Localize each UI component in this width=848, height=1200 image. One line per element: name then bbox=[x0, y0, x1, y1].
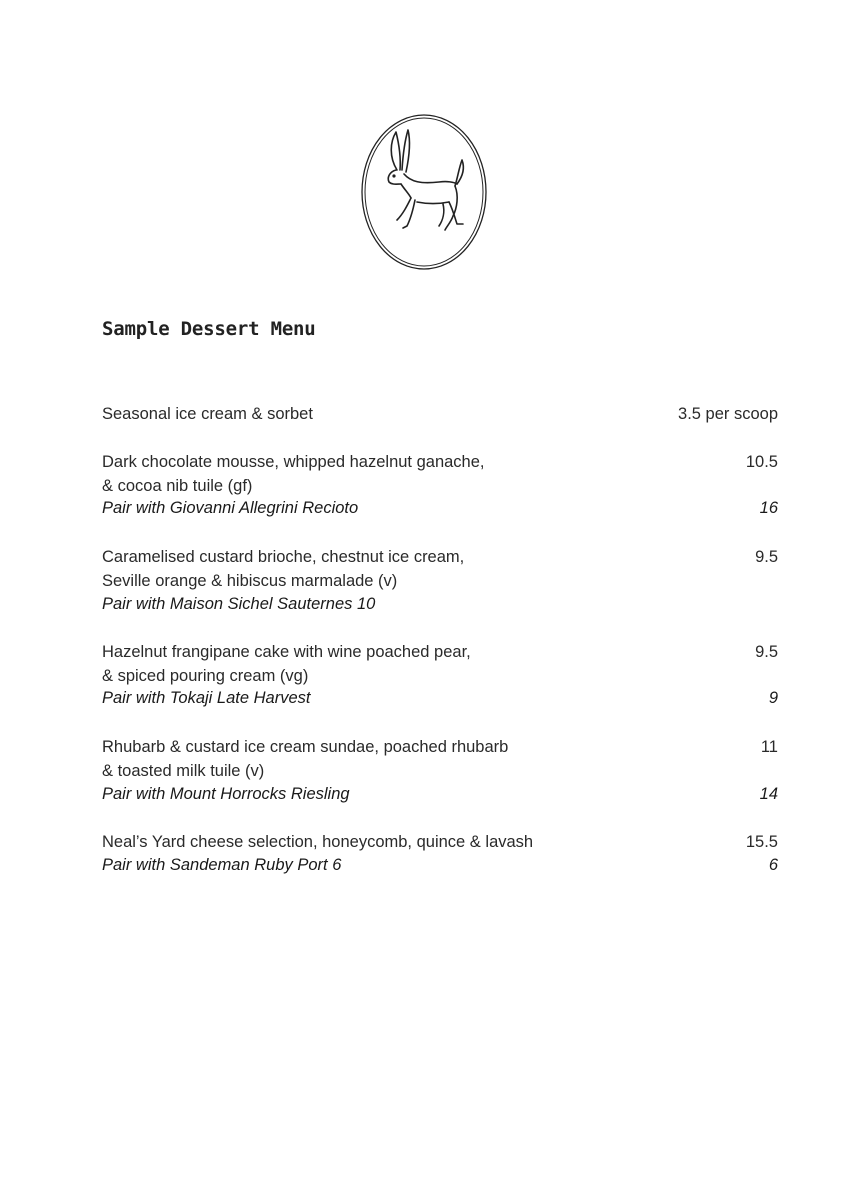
menu-item bbox=[102, 402, 778, 426]
menu-item-name: Seville orange & hibiscus marmalade (v) bbox=[102, 572, 398, 590]
menu-item-price: 15.5 bbox=[745, 833, 778, 851]
wine-pairing bbox=[102, 782, 778, 806]
menu-item-price: 3.5 per scoop bbox=[678, 405, 778, 423]
menu-item-price: 11 bbox=[760, 738, 778, 756]
wine-pairing-name: Pair with Maison Sichel Sauternes 10 bbox=[102, 595, 376, 613]
menu-item-price: 10.5 bbox=[745, 453, 778, 471]
wine-pairing-name: Pair with Giovanni Allegrini Recioto bbox=[102, 499, 359, 517]
menu-item bbox=[102, 545, 778, 569]
menu-item-name: Seasonal ice cream & sorbet bbox=[102, 405, 313, 423]
wine-pairing-price: 9 bbox=[768, 689, 778, 707]
menu-item-name: Hazelnut frangipane cake with wine poached pear, bbox=[102, 643, 471, 661]
menu-item-name: Dark chocolate mousse, whipped hazelnut ganache, bbox=[102, 453, 485, 471]
menu-item-price: 9.5 bbox=[755, 643, 778, 661]
menu-item bbox=[102, 830, 778, 854]
wine-pairing bbox=[102, 496, 778, 520]
menu-item-subline bbox=[102, 664, 778, 688]
wine-pairing-price: 16 bbox=[759, 499, 778, 517]
menu-item-name: & toasted milk tuile (v) bbox=[102, 762, 265, 780]
wine-pairing-price: 6 bbox=[768, 856, 778, 874]
menu-item-subline bbox=[102, 759, 778, 783]
menu-item-name: Neal’s Yard cheese selection, honeycomb, quince & lavash bbox=[102, 833, 534, 851]
menu-item-subline bbox=[102, 569, 778, 593]
wine-pairing bbox=[102, 853, 778, 877]
wine-pairing-name: Pair with Tokaji Late Harvest bbox=[102, 689, 311, 707]
menu-item-name: Rhubarb & custard ice cream sundae, poached rhubarb bbox=[102, 738, 509, 756]
menu-item bbox=[102, 735, 778, 759]
menu-item bbox=[102, 450, 778, 474]
menu-title: Sample Dessert Menu bbox=[102, 318, 316, 340]
menu-item-name: & spiced pouring cream (vg) bbox=[102, 667, 309, 685]
wine-pairing-name: Pair with Mount Horrocks Riesling bbox=[102, 785, 350, 803]
menu-item-name: Caramelised custard brioche, chestnut ice cream, bbox=[102, 548, 465, 566]
menu-item-subline bbox=[102, 474, 778, 498]
wine-pairing-name: Pair with Sandeman Ruby Port 6 bbox=[102, 856, 342, 874]
hare-in-oval-icon bbox=[359, 112, 489, 272]
wine-pairing bbox=[102, 592, 778, 616]
wine-pairing bbox=[102, 686, 778, 710]
menu-item bbox=[102, 640, 778, 664]
menu-item-price: 9.5 bbox=[755, 548, 778, 566]
menu-item-name: & cocoa nib tuile (gf) bbox=[102, 477, 253, 495]
wine-pairing-price: 14 bbox=[759, 785, 778, 803]
